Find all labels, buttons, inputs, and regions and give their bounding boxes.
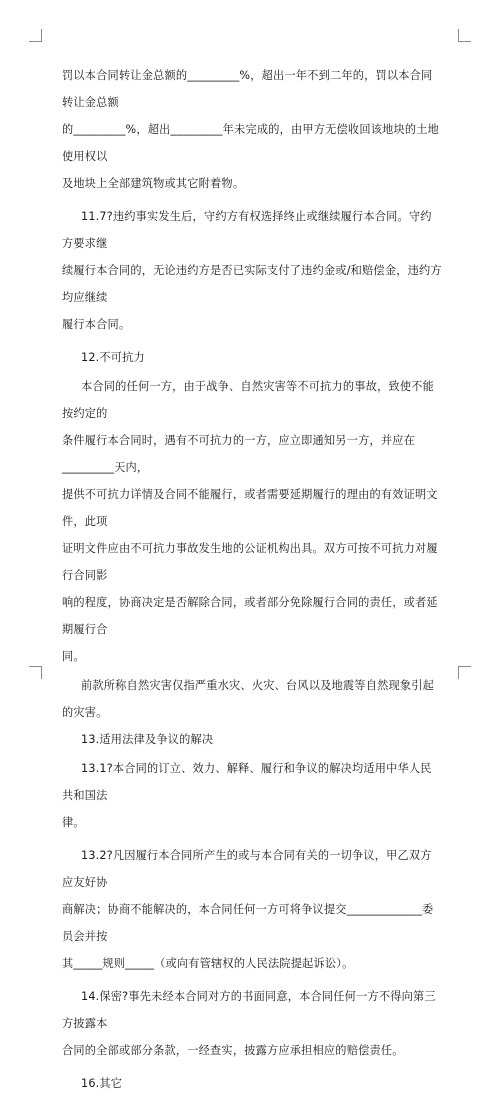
crop-mark-top-left: [29, 29, 42, 42]
text-line: 合同的全部或部分条款，一经查实，披露方应承担相应的赔偿责任。: [62, 1044, 404, 1057]
text-line: 续履行本合同的，无论违约方是否已实际支付了违约金或/和赔偿金，违约方均应继续: [62, 264, 442, 304]
text-line: 11.7?违约事实发生后，守约方有权选择终止或继续履行本合同。守约方要求继: [62, 210, 432, 250]
text-line: 本合同的任何一方，由于战争、自然灾害等不可抗力的事故，致使不能按约定的: [62, 380, 435, 420]
text-line: 前款所称自然灾害仅指严重水灾、火灾、台风以及地震等自然现象引起的灾害。: [62, 679, 435, 719]
text-line: 及地块上全部建筑物或其它附着物。: [62, 177, 245, 190]
text-line: 提供不可抗力详情及合同不能履行，或者需要延期履行的理由的有效证明文件，此项: [62, 488, 438, 528]
text-line: 罚以本合同转让金总额的_________%，超出一年不到二年的，罚以本合同转让金总额: [62, 69, 433, 109]
crop-mark-bottom-left: [29, 666, 42, 679]
crop-mark-top-right: [458, 29, 471, 42]
text-line: 响的程度，协商决定是否解除合同，或者部分免除履行合同的责任，或者延期履行合: [62, 596, 438, 636]
text-line: 16.其它: [81, 1077, 123, 1090]
text-line: 13.2?凡因履行本合同所产生的或与本合同有关的一切争议，甲乙双方应友好协: [62, 849, 432, 889]
text-line: 条件履行本合同时，遇有不可抗力的一方，应立即通知另一方，并应在_________天内，: [62, 434, 416, 474]
text-line: 其_____规则_____（或向有管辖权的人民法院提起诉讼）。: [62, 957, 354, 970]
text-line: 14.保密?事先未经本合同对方的书面同意，本合同任何一方不得向第三方披露本: [62, 990, 436, 1030]
text-line: 商解决；协商不能解决的，本合同任何一方可将争议提交_____________委员会并按: [62, 903, 434, 943]
text-line: 律。: [62, 816, 85, 829]
text-line: 证明文件应由不可抗力事故发生地的公证机构出具。双方可按不可抗力对履行合同影: [62, 542, 438, 582]
text-line: 的_________%，超出_________年未完成的，由甲方无偿收回该地块的土地使用权以: [62, 123, 440, 163]
text-line: 同。: [62, 650, 85, 663]
text-line: 13.适用法律及争议的解决: [81, 733, 214, 746]
text-line: 13.1?本合同的订立、效力、解释、履行和争议的解决均适用中华人民共和国法: [62, 762, 432, 802]
text-line: 12.不可抗力: [81, 351, 145, 364]
document-body: [62, 62, 442, 1097]
text-line: 履行本合同。: [62, 318, 131, 331]
crop-mark-bottom-right: [458, 666, 471, 679]
